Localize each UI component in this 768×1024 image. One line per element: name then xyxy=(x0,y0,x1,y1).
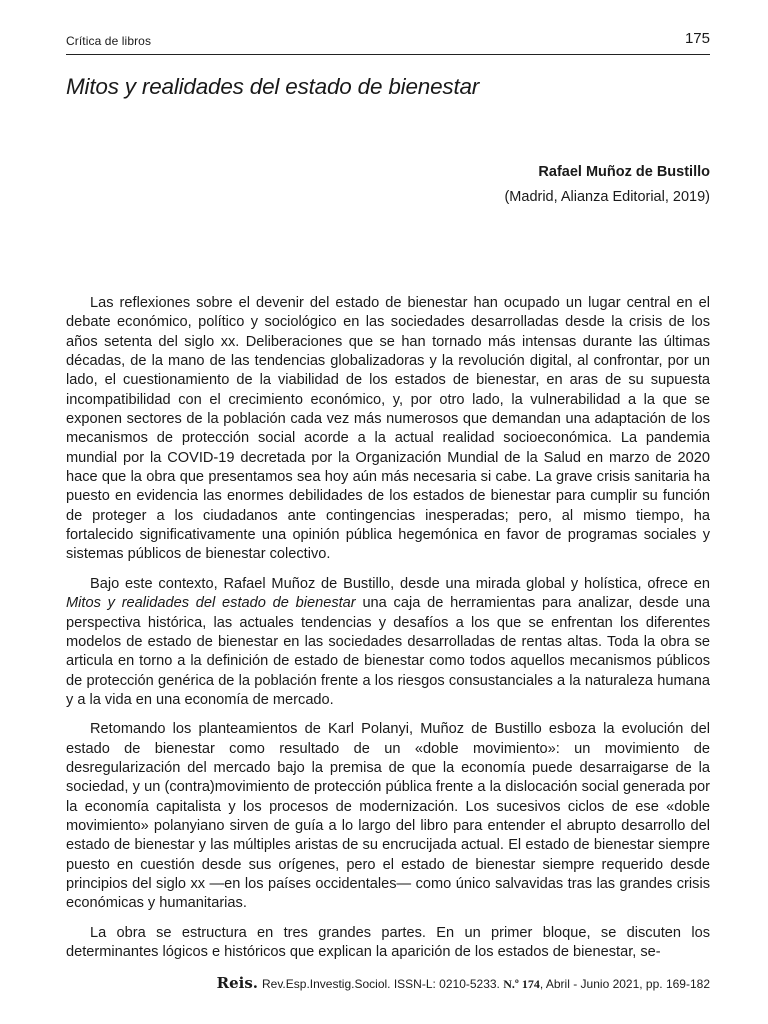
author-block xyxy=(504,160,710,210)
paragraph-4: La obra se estructura en tres grandes partes. En un primer bloque, se discuten los determinantes lógicos e históricos que explican la aparición de los estados de bienestar, se- xyxy=(66,924,710,960)
citation-text: Rev.Esp.Investig.Sociol. ISSN-L: 0210-5233. xyxy=(261,977,504,991)
citation-date-pages: , Abril - Junio 2021, pp. 169-182 xyxy=(539,977,710,991)
paragraph-1: Las reflexiones sobre el devenir del estado de bienestar han ocupado un lugar central en el debate económico, político y sociológico en las sociedades desarrolladas desde la crisis de los años setenta del siglo xx. Deliberaciones que se han tornado más intensas durante las últimas décadas, de la mano de las tendencias globalizadoras y la revolución digital, al confrontar, por un lado, el cuestionamiento de la viabilidad de los estados de bienestar, en aras de su supuesta incompatibilidad con el crecimiento económico, y, por otro lado, la vulnerabilidad a la que se exponen sectores de la población cada vez más numerosos que demandan una adaptación de los mecanismos de protección social acorde a la actual realidad socioeconómica. La pandemia mundial por la COVID-19 decretada por la Organización Mundial de la Salud en marzo de 2020 hace que la obra que presentamos sea hoy aún más necesaria si cabe. La grave crisis sanitaria ha puesto en evidencia las enormes debilidades de los estados de bienestar para cumplir su función de proteger a los ciudadanos ante contingencias inesperadas; pero, al mismo tiempo, ha fortalecido significativamente una opinión pública hegemónica en favor de programas sociales y sistemas públicos de bienestar colectivo. xyxy=(66,295,710,563)
paragraph-2-rest: una caja de herramientas para analizar, desde una perspectiva histórica, las actuales tendencias y desafíos a los que se enfrentan los diferentes modelos de estado de bienestar en las sociedades desarrolladas de rentas altas. Toda la obra se articula en torno a la definición de estado de bienestar como todos aquellos mecanismos públicos de protección genérica de la población frente a los riesgos consustanciales a la naturaleza humana y a la vida en una economía de mercado. xyxy=(66,595,711,708)
paragraph-2-intro: Bajo este contexto, Rafael Muñoz de Bustillo, desde una mirada global y holística, ofrece en xyxy=(90,575,710,592)
paragraph-2 xyxy=(66,575,710,710)
page-number: 175 xyxy=(684,30,710,47)
issue-number: N.º 174 xyxy=(503,977,540,991)
running-header xyxy=(66,28,710,55)
book-title: Mitos y realidades del estado de bienestar xyxy=(66,74,480,99)
section-label: Crítica de libros xyxy=(66,34,152,48)
publication-info: (Madrid, Alianza Editorial, 2019) xyxy=(504,189,710,205)
page-footer xyxy=(217,974,710,992)
book-title-inline: Mitos y realidades del estado de bienestar xyxy=(66,595,356,612)
author-name: Rafael Muñoz de Bustillo xyxy=(538,164,710,180)
journal-logo: Reis. xyxy=(216,974,258,992)
review-body xyxy=(66,294,710,972)
paragraph-3: Retomando los planteamientos de Karl Polanyi, Muñoz de Bustillo esboza la evolución del estado de bienestar como resultado de un «doble movimiento»: un movimiento de desregularización del mercado bajo la premisa de que la economía puede desarraigarse de la sociedad, y un (contra)movimiento de protección pública frente a la dislocación social generada por la economía capitalista y los procesos de modernización. Los sucesivos ciclos de ese «doble movimiento» polanyiano sirven de guía a lo largo del libro para entender el abrupto desarrollo del estado de bienestar y las múltiples aristas de su encrucijada actual. El estado de bienestar siempre puesto en cuestión desde sus orígenes, pero el estado de bienestar siempre requerido desde principios del siglo xx —en los países occidentales— como único salvavidas tras las grandes crisis económicas y humanitarias. xyxy=(66,721,710,912)
